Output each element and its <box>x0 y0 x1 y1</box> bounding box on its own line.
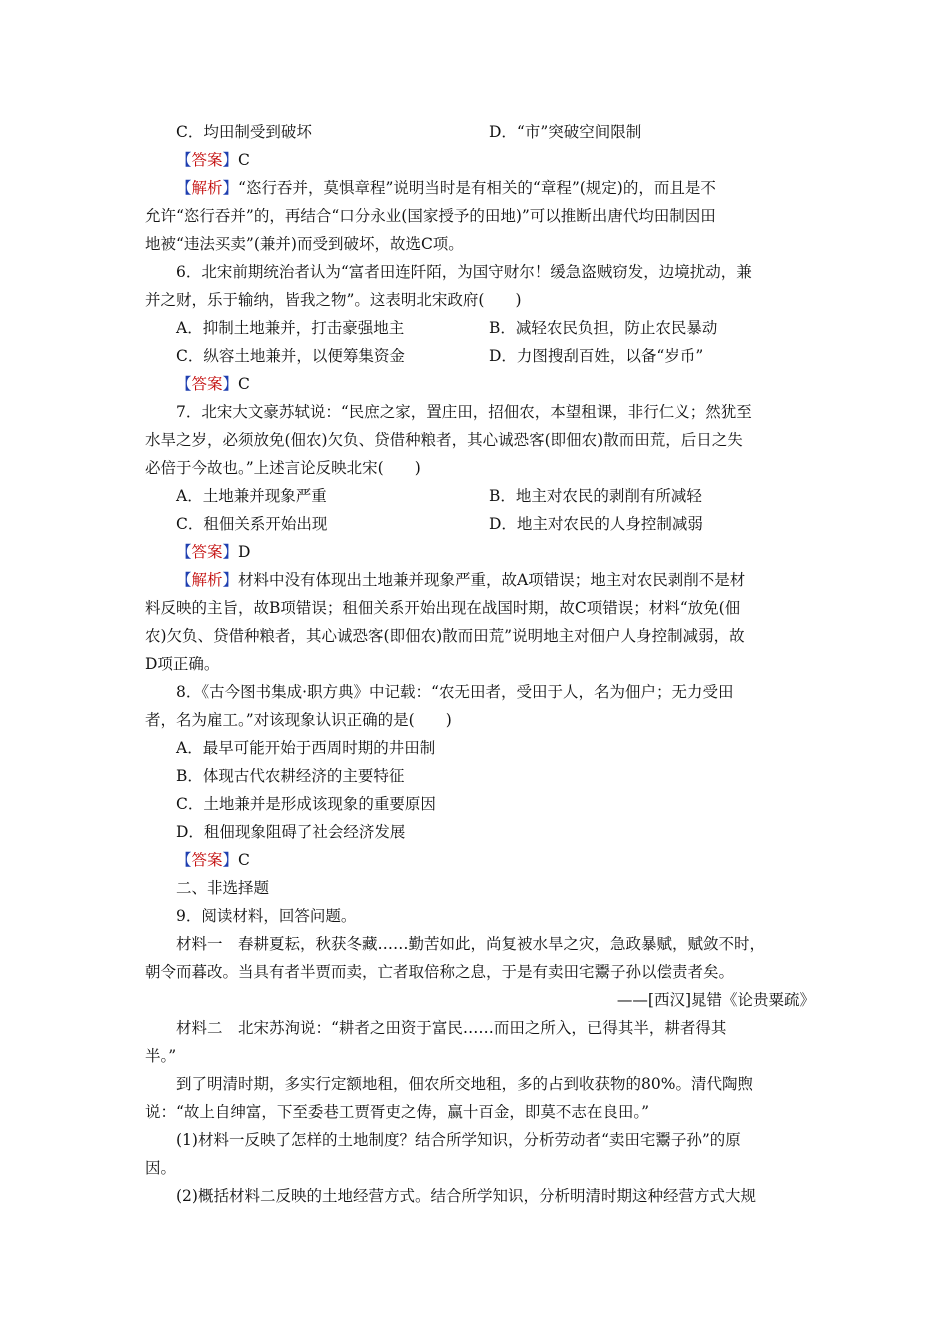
answer-line: 【答案】C <box>176 851 250 869</box>
material-2: 材料二 北宋苏洵说：“耕者之田资于富民……而田之所入，已得其半，耕者得其 <box>176 1019 727 1037</box>
option-c: C．租佃关系开始出现 <box>176 515 328 533</box>
analysis-text: 农)欠负、贷借种粮者，其心诚恐客(即佃农)散而田荒”说明地主对佃户人身控制减弱，故 <box>145 627 745 645</box>
option-c: C．土地兼并是形成该现象的重要原因 <box>176 795 436 813</box>
option-row <box>176 342 851 370</box>
option-d: D．力图搜刮百姓，以备“岁币” <box>489 347 704 365</box>
answer-tag: 答案 <box>191 851 223 869</box>
sub-question-1: (1)材料一反映了怎样的土地制度？结合所学知识，分析劳动者“卖田宅鬻子孙”的原 <box>176 1131 741 1149</box>
analysis-line: 【解析】材料中没有体现出土地兼并现象严重，故A项错误；地主对农民剥削不是材 <box>176 571 746 589</box>
answer-tag: 答案 <box>191 543 223 561</box>
option-row <box>176 510 851 538</box>
analysis-text: D项正确。 <box>145 655 220 673</box>
option-c: C．纵容土地兼并，以便筹集资金 <box>176 347 405 365</box>
answer-value: C <box>238 151 250 169</box>
option-b: B．减轻农民负担，防止农民暴动 <box>489 319 718 337</box>
option-a: A．最早可能开始于西周时期的井田制 <box>176 739 436 757</box>
material-1-cont: 朝令而暮改。当具有者半贾而卖，亡者取倍称之息，于是有卖田宅鬻子孙以偿责者矣。 <box>145 963 735 981</box>
material-3: 到了明清时期，多实行定额地租，佃农所交地租，多的占到收获物的80%。清代陶煦 <box>176 1075 753 1093</box>
question-8: 8．《古今图书集成·职方典》中记载：“农无田者，受田于人，名为佃户；无力受田 <box>176 683 734 701</box>
analysis-text: 料反映的主旨，故B项错误；租佃关系开始出现在战国时期，故C项错误；材料“放免(佃 <box>145 599 741 617</box>
analysis-text: “恣行吞并，莫惧章程”说明当时是有相关的“章程”(规定)的，而且是不 <box>238 179 716 197</box>
analysis-tag: 解析 <box>191 571 223 589</box>
answer-value: C <box>238 375 250 393</box>
option-d: D．地主对农民的人身控制减弱 <box>489 515 703 533</box>
section-heading: 二、非选择题 <box>176 879 270 897</box>
analysis-text: 地被“违法买卖”(兼并)而受到破坏，故选C项。 <box>145 235 464 253</box>
sub-question-2: (2)概括材料二反映的土地经营方式。结合所学知识，分析明清时期这种经营方式大规 <box>176 1187 756 1205</box>
option-b: B．地主对农民的剥削有所减轻 <box>489 487 702 505</box>
option-c: C．均田制受到破坏 <box>176 123 312 141</box>
material-1-source: ——[西汉]晁错《论贵粟疏》 <box>616 991 815 1009</box>
answer-line: 【答案】C <box>176 375 250 393</box>
analysis-text: 材料中没有体现出土地兼并现象严重，故A项错误；地主对农民剥削不是材 <box>238 571 746 589</box>
option-b: B．体现古代农耕经济的主要特征 <box>176 767 405 785</box>
option-row <box>176 314 851 342</box>
question-8-cont: 者，名为雇工。”对该现象认识正确的是( ) <box>145 711 452 729</box>
option-a: A．土地兼并现象严重 <box>176 487 327 505</box>
option-row <box>176 482 851 510</box>
answer-value: D <box>238 543 251 561</box>
analysis-tag: 解析 <box>191 179 223 197</box>
analysis-line: 【解析】“恣行吞并，莫惧章程”说明当时是有相关的“章程”(规定)的，而且是不 <box>176 179 716 197</box>
question-7: 7．北宋大文豪苏轼说：“民庶之家，置庄田，招佃农，本望租课，非行仁义；然犹至 <box>176 403 752 421</box>
material-3-cont: 说：“故上自绅富，下至委巷工贾胥吏之俦，赢十百金，即莫不志在良田。” <box>145 1103 650 1121</box>
answer-tag: 答案 <box>191 375 223 393</box>
question-9: 9．阅读材料，回答问题。 <box>176 907 357 925</box>
option-d: D．租佃现象阻碍了社会经济发展 <box>176 823 406 841</box>
answer-value: C <box>238 851 250 869</box>
option-row <box>176 118 851 146</box>
sub-question-1-cont: 因。 <box>145 1159 177 1177</box>
answer-tag: 答案 <box>191 151 223 169</box>
analysis-text: 允许“恣行吞并”的，再结合“口分永业(国家授予的田地)”可以推断出唐代均田制因田 <box>145 207 716 225</box>
material-2-cont: 半。” <box>145 1047 177 1065</box>
option-a: A．抑制土地兼并，打击豪强地主 <box>176 319 405 337</box>
question-7-cont: 水旱之岁，必须放免(佃农)欠负、贷借种粮者，其心诚恐客(即佃农)散而田荒，后日之失 <box>145 431 743 449</box>
material-1: 材料一 春耕夏耘，秋获冬藏……勤苦如此，尚复被水旱之灾，急政暴赋，赋敛不时， <box>176 935 766 953</box>
question-6-cont: 并之财，乐于输纳，皆我之物”。这表明北宋政府( ) <box>145 291 522 309</box>
option-d: D．“市”突破空间限制 <box>489 123 642 141</box>
answer-line: 【答案】D <box>176 543 251 561</box>
answer-line: 【答案】C <box>176 151 250 169</box>
question-7-cont: 必倍于今故也。”上述言论反映北宋( ) <box>145 459 421 477</box>
question-6: 6．北宋前期统治者认为“富者田连阡陌，为国守财尔！缓急盗贼窃发，边境扰动，兼 <box>176 263 752 281</box>
